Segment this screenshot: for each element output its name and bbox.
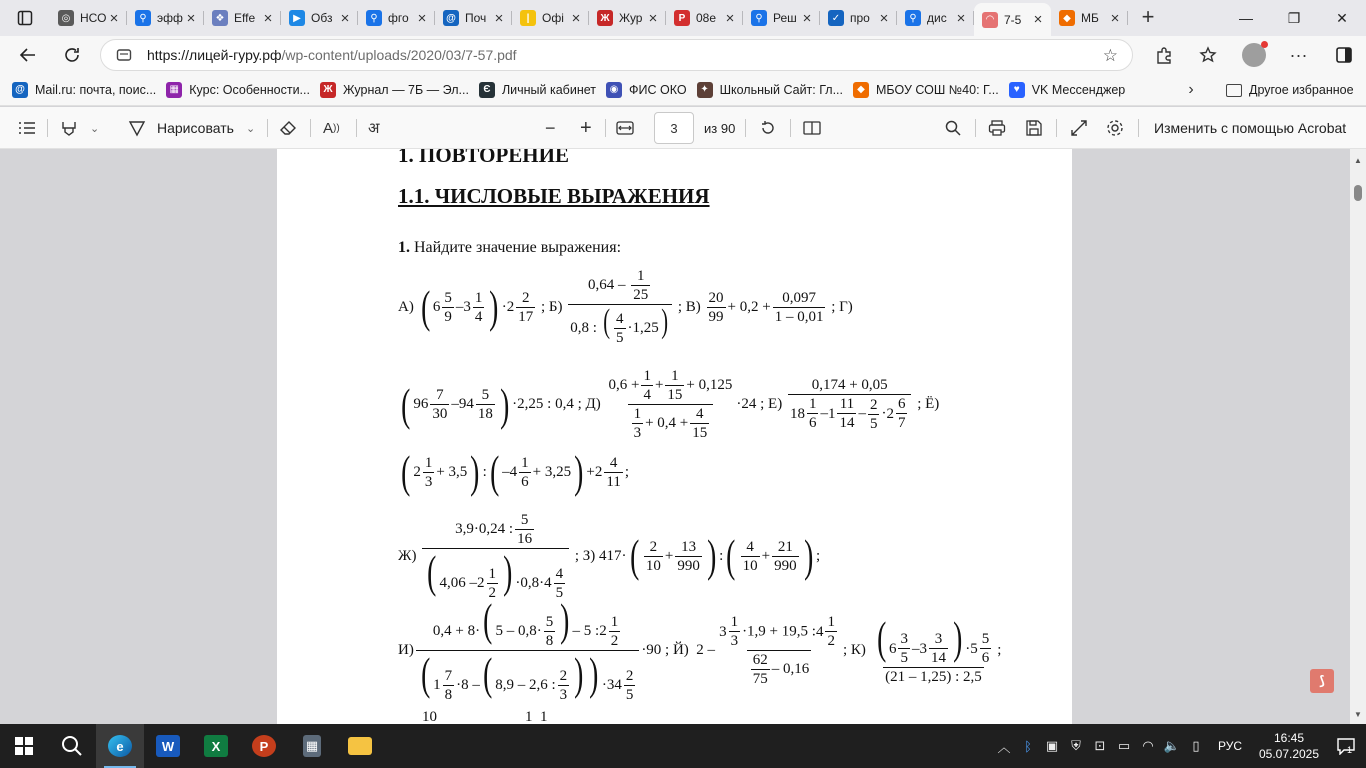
tab-title: 08е bbox=[696, 11, 717, 25]
toolbar-divider bbox=[790, 119, 791, 137]
bookmark-label: Курс: Особенности... bbox=[189, 82, 310, 97]
back-button[interactable] bbox=[10, 39, 46, 71]
word-taskbar-button[interactable] bbox=[144, 724, 192, 768]
tab-favicon-icon: ◆ bbox=[1059, 10, 1075, 26]
maximize-button[interactable]: ❐ bbox=[1287, 9, 1301, 26]
eraser-icon[interactable] bbox=[279, 107, 297, 149]
powerpoint-taskbar-button[interactable] bbox=[240, 724, 288, 768]
toolbar-divider bbox=[1056, 119, 1057, 137]
bookmark-label: МБОУ СОШ №40: Г... bbox=[876, 82, 999, 97]
tab-favicon-icon: P bbox=[674, 10, 690, 26]
url-path: /wp-content/uploads/2020/03/7-57.pdf bbox=[281, 47, 517, 63]
bookmark-item[interactable] bbox=[10, 77, 164, 103]
tab-favicon-icon: ⚲ bbox=[135, 10, 151, 26]
copilot-sidebar-icon[interactable] bbox=[1321, 39, 1366, 71]
tab-favicon-icon: ✓ bbox=[828, 10, 844, 26]
show-hidden-icons-chevron-icon[interactable]: ︿ bbox=[997, 739, 1011, 755]
page-info-icon[interactable] bbox=[115, 46, 133, 64]
bookmarks-overflow-chevron-icon[interactable]: › bbox=[1188, 81, 1194, 98]
more-menu-icon[interactable]: ··· bbox=[1289, 44, 1308, 65]
bookmark-label: Школьный Сайт: Гл... bbox=[719, 82, 844, 97]
bookmarks-bar bbox=[0, 74, 1366, 106]
expression-row-1: А) ( 6 $\frac{5}{9}$ – 3 $\frac{1}{4}$ ) · 2 $\frac{2}{17}$ ; Б) 0,64 – $\frac{1}{25}$ 0,8 : ( $\frac{4}{5}$ ·1,25) ; В) $\frac{20}{99}$ + 0,2 + $\frac{0,097}{1 - 0,01}$ ; Г) bbox=[398, 268, 853, 347]
expression-row-3: ( 2 $\frac{1}{3}$ + 3,5 ) : ( – 4 $\frac{1}{6}$ + 3,25 ) + 2 $\frac{4}{11}$ ; bbox=[401, 446, 630, 497]
tab-title: МБ bbox=[1081, 11, 1099, 25]
toolbar-divider bbox=[605, 119, 606, 137]
edge-taskbar-button[interactable] bbox=[96, 724, 144, 768]
browser-tab[interactable] bbox=[50, 3, 127, 33]
close-tab-icon[interactable]: × bbox=[186, 9, 196, 27]
search-button[interactable] bbox=[48, 724, 96, 768]
edit-with-acrobat-button[interactable]: Изменить с помощью Acrobat bbox=[1154, 120, 1347, 136]
close-window-button[interactable]: ✕ bbox=[1336, 9, 1348, 26]
excel-taskbar-button[interactable] bbox=[192, 724, 240, 768]
network-device-icon[interactable]: ⊡ bbox=[1094, 738, 1106, 753]
browser-tab[interactable] bbox=[820, 3, 897, 33]
close-tab-icon[interactable]: × bbox=[263, 9, 273, 27]
folder-icon bbox=[1226, 84, 1242, 97]
scroll-thumb[interactable] bbox=[1354, 185, 1362, 201]
refresh-button[interactable] bbox=[54, 39, 90, 71]
battery-icon[interactable]: ▭ bbox=[1117, 738, 1131, 753]
tab-title: дис bbox=[927, 11, 947, 25]
close-tab-icon[interactable]: × bbox=[1110, 9, 1120, 27]
page-number-input[interactable]: 3 bbox=[654, 112, 694, 144]
print-icon[interactable] bbox=[988, 107, 1006, 149]
scroll-up-arrow-icon[interactable]: ▲ bbox=[1354, 156, 1362, 165]
url-host: https://лицей-гуру.рф bbox=[147, 47, 282, 63]
close-tab-icon[interactable]: × bbox=[417, 9, 427, 27]
bookmark-favicon-icon: ◆ bbox=[853, 82, 869, 98]
powerpoint-icon: P bbox=[252, 735, 276, 757]
toolbar-divider bbox=[310, 119, 311, 137]
close-tab-icon[interactable]: × bbox=[494, 9, 504, 27]
bookmark-favicon-icon: @ bbox=[12, 82, 28, 98]
bookmark-favicon-icon: Ж bbox=[320, 82, 336, 98]
power-icon[interactable]: ▯ bbox=[1192, 738, 1200, 753]
tab-favicon-icon: ◎ bbox=[58, 10, 74, 26]
bluetooth-icon[interactable]: ᛒ bbox=[1024, 738, 1032, 754]
close-tab-icon[interactable]: × bbox=[571, 9, 581, 27]
task-text: Найдите значение выражения: bbox=[410, 239, 622, 256]
expression-row-6-partial: 10 1 1 bbox=[422, 709, 548, 724]
tab-favicon-icon: ▶ bbox=[289, 10, 305, 26]
windows-taskbar bbox=[0, 724, 1366, 768]
browser-toolbar-right bbox=[1141, 36, 1366, 74]
toolbar-divider bbox=[47, 119, 48, 137]
zoom-out-button[interactable]: − bbox=[545, 117, 556, 138]
tab-title: Обз bbox=[311, 11, 333, 25]
acrobat-badge-icon[interactable]: ⟆ bbox=[1310, 669, 1334, 693]
notifications-button[interactable] bbox=[1326, 724, 1366, 768]
page-total-label: из 90 bbox=[704, 120, 736, 136]
close-tab-icon[interactable]: × bbox=[340, 9, 350, 27]
bookmark-label: VK Мессенджер bbox=[1031, 82, 1126, 97]
expression-row-4: Ж) 3,9·0,24 : $\frac{5}{16}$ ( 4,06 –2 $\frac{1}{2}$ ) ·0,8·4 $\frac{4}{5}$ ; З) 417· ( $\frac{2}{10}$ + $\frac{13}{990}$ ) : ( $\frac{4}{10}$ + $\frac{21}{990}$ ) ; bbox=[398, 512, 821, 601]
tab-favicon-icon: ⚲ bbox=[751, 10, 767, 26]
system-tray bbox=[992, 724, 1366, 768]
tab-title: НСО bbox=[80, 11, 107, 25]
close-tab-icon[interactable]: × bbox=[725, 9, 735, 27]
browser-tab[interactable] bbox=[589, 3, 666, 33]
tab-favicon-icon: ◠ bbox=[982, 12, 998, 28]
toolbar-divider bbox=[975, 119, 976, 137]
page-view-icon[interactable] bbox=[803, 107, 821, 149]
defender-shield-icon[interactable]: ⛨ bbox=[1071, 738, 1081, 753]
browser-tab[interactable] bbox=[358, 3, 435, 33]
tab-title: эфф bbox=[157, 11, 183, 25]
tab-favicon-icon: Ж bbox=[597, 10, 613, 26]
browser-tab[interactable] bbox=[743, 3, 820, 33]
zoom-in-button[interactable]: + bbox=[580, 116, 592, 139]
browser-tab[interactable] bbox=[1051, 3, 1128, 33]
bookmark-item[interactable] bbox=[1007, 77, 1134, 103]
bookmark-item[interactable] bbox=[477, 77, 604, 103]
calculator-icon: ▦ bbox=[303, 735, 321, 757]
svg-text:1: 1 bbox=[1347, 745, 1353, 755]
find-search-icon[interactable] bbox=[944, 107, 962, 149]
word-icon: W bbox=[156, 735, 180, 757]
browser-tab[interactable] bbox=[435, 3, 512, 33]
bookmark-favicon-icon: ▦ bbox=[166, 82, 182, 98]
close-tab-icon[interactable]: × bbox=[109, 9, 119, 27]
start-button[interactable] bbox=[0, 724, 48, 768]
draw-button[interactable]: Нарисовать bbox=[157, 120, 234, 136]
fit-page-icon[interactable] bbox=[616, 107, 634, 149]
tab-favicon-icon: ❖ bbox=[212, 10, 228, 26]
other-favorites-button[interactable] bbox=[1226, 78, 1354, 102]
bookmark-favicon-icon: ◉ bbox=[606, 82, 622, 98]
task-statement bbox=[398, 239, 621, 257]
search-icon bbox=[61, 735, 83, 757]
minimize-button[interactable]: — bbox=[1239, 10, 1253, 26]
display-icon[interactable]: ▣ bbox=[1045, 738, 1059, 753]
tab-favicon-icon: | bbox=[520, 10, 536, 26]
toolbar-divider bbox=[745, 119, 746, 137]
bookmark-item[interactable] bbox=[318, 77, 477, 103]
tab-favicon-icon: ⚲ bbox=[366, 10, 382, 26]
clock[interactable] bbox=[1252, 730, 1326, 762]
clock-time: 16:45 bbox=[1273, 731, 1305, 745]
calculator-taskbar-button[interactable] bbox=[288, 724, 336, 768]
toolbar-divider bbox=[267, 119, 268, 137]
address-bar[interactable] bbox=[100, 39, 1133, 71]
pdf-viewer bbox=[0, 149, 1366, 724]
toolbar-divider bbox=[1138, 119, 1139, 137]
bookmark-item[interactable] bbox=[851, 77, 1007, 103]
close-tab-icon[interactable]: × bbox=[956, 9, 966, 27]
tab-title: Жур bbox=[619, 11, 643, 25]
tab-title: Реш bbox=[773, 11, 797, 25]
folder-icon bbox=[348, 737, 372, 755]
scroll-down-arrow-icon[interactable]: ▼ bbox=[1354, 710, 1362, 719]
browser-tab[interactable] bbox=[512, 3, 589, 33]
bookmark-item[interactable] bbox=[695, 77, 851, 103]
input-language-indicator[interactable]: РУС bbox=[1217, 739, 1243, 753]
subsection-heading: 1.1. ЧИСЛОВЫЕ ВЫРАЖЕНИЯ bbox=[398, 184, 710, 208]
highlight-icon[interactable] bbox=[60, 107, 78, 149]
contents-icon[interactable] bbox=[18, 107, 36, 149]
tab-title: про bbox=[850, 11, 870, 25]
tab-title: Поч bbox=[465, 11, 487, 25]
tab-title: фго bbox=[388, 11, 409, 25]
browser-tab[interactable] bbox=[666, 3, 743, 33]
volume-icon[interactable]: 🔈 bbox=[1163, 738, 1181, 753]
translate-icon[interactable]: अ bbox=[368, 120, 380, 137]
other-favorites-label: Другое избранное bbox=[1249, 83, 1354, 97]
tab-title: Офі bbox=[542, 11, 564, 25]
bookmark-favicon-icon: ♥ bbox=[1009, 82, 1025, 98]
bookmark-favicon-icon: Є bbox=[479, 82, 495, 98]
expression-row-2: ( 96 $\frac{7}{30}$ – 94 $\frac{5}{18}$ ) ·2,25 : 0,4 ; Д) 0,6 + $\frac{1}{4}$ + $\frac{1}{15}$ + 0,125 $\frac{1}{3}$ + 0,4 + $\frac{4}{15}$ ·24 ; Е) 0,174 + 0,05 18 $\frac{1}{6}$ –1 $\frac{11}{14}$ – $\frac{2}{5}$ ·2 $\frac{6}{7}$ ; Ё) bbox=[401, 368, 940, 441]
close-tab-icon[interactable]: × bbox=[802, 9, 812, 27]
bookmark-label: Mail.ru: почта, поис... bbox=[35, 82, 157, 97]
tab-list bbox=[50, 0, 1128, 36]
pdf-toolbar bbox=[0, 107, 1366, 149]
tab-favicon-icon: @ bbox=[443, 10, 459, 26]
wifi-icon[interactable]: ◠ bbox=[1142, 738, 1154, 753]
draw-chevron-down-icon[interactable]: ⌄ bbox=[246, 122, 256, 135]
bookmark-label: Журнал — 7Б — Эл... bbox=[342, 82, 469, 97]
close-tab-icon[interactable]: × bbox=[1033, 11, 1043, 28]
edge-icon: e bbox=[108, 735, 132, 757]
tab-strip bbox=[0, 0, 1366, 36]
draw-pen-icon[interactable] bbox=[128, 107, 146, 149]
tab-actions-icon bbox=[17, 10, 33, 26]
bookmark-label: ФИС ОКО bbox=[628, 82, 687, 97]
task-number: 1. bbox=[398, 239, 410, 256]
window-controls bbox=[1222, 0, 1366, 36]
browser-tab[interactable] bbox=[897, 3, 974, 33]
vertical-scrollbar[interactable] bbox=[1350, 149, 1366, 724]
favorites-icon[interactable] bbox=[1186, 39, 1231, 71]
tab-title: 7-5 bbox=[1004, 12, 1022, 27]
back-arrow-icon bbox=[19, 46, 37, 64]
bookmark-label: Личный кабинет bbox=[501, 82, 596, 97]
close-tab-icon[interactable]: × bbox=[879, 9, 889, 27]
read-aloud-icon[interactable]: A )) bbox=[323, 119, 340, 137]
tab-favicon-icon: ⚲ bbox=[905, 10, 921, 26]
settings-gear-icon[interactable] bbox=[1106, 107, 1124, 149]
browser-tab[interactable] bbox=[204, 3, 281, 33]
favorite-star-icon[interactable]: ☆ bbox=[1102, 46, 1118, 65]
rotate-icon[interactable] bbox=[759, 107, 777, 149]
windows-logo-icon bbox=[15, 737, 33, 755]
close-tab-icon[interactable]: × bbox=[648, 9, 658, 27]
browser-tab[interactable] bbox=[974, 3, 1051, 36]
clock-date: 05.07.2025 bbox=[1258, 747, 1320, 761]
new-tab-button[interactable]: + bbox=[1141, 3, 1155, 29]
browser-tab[interactable] bbox=[127, 3, 204, 33]
browser-tab[interactable] bbox=[281, 3, 358, 33]
save-icon[interactable] bbox=[1025, 107, 1043, 149]
tab-title: Effe bbox=[234, 11, 256, 25]
pdf-page bbox=[277, 149, 1072, 724]
bookmark-favicon-icon: ✦ bbox=[697, 82, 713, 98]
bookmark-item[interactable] bbox=[164, 77, 318, 103]
tab-actions-button[interactable] bbox=[0, 0, 50, 36]
refresh-icon bbox=[63, 46, 81, 64]
file-explorer-taskbar-button[interactable] bbox=[336, 724, 384, 768]
excel-icon: X bbox=[204, 735, 228, 757]
bookmarks-list bbox=[10, 77, 1133, 103]
url-text bbox=[147, 47, 517, 63]
toolbar-divider bbox=[356, 119, 357, 137]
section-heading: 1. ПОВТОРЕНИЕ bbox=[398, 149, 569, 167]
highlight-chevron-down-icon[interactable]: ⌄ bbox=[90, 122, 100, 135]
notifications-icon bbox=[1336, 737, 1356, 755]
extensions-icon[interactable] bbox=[1141, 39, 1186, 71]
bookmark-item[interactable] bbox=[604, 77, 695, 103]
expression-row-5: И) 0,4 + 8·( 5 – 0,8· $\frac{5}{8}$ ) – 5 :2 $\frac{1}{2}$ ( 1 $\frac{7}{8}$ ·8 –( 8,9 – 2,6 : $\frac{2}{3}$ ) ) ·34 $\frac{2}{5}$ ·90 ; Й) 2 – 3 $\frac{1}{3}$ ·1,9 + 19,5 :4 $\frac{1}{2}$ $\frac{62}{75}$ – 0,16 ; К) ( 6 $\frac{3}{5}$ –3 $\frac{3}{14}$ ) ·5 $\frac{5}{6}$ (21 – 1,25) : 2,5 ; bbox=[398, 594, 1002, 704]
navigation-bar bbox=[0, 36, 1366, 74]
profile-avatar[interactable] bbox=[1231, 39, 1276, 71]
fullscreen-expand-icon[interactable] bbox=[1070, 107, 1088, 149]
